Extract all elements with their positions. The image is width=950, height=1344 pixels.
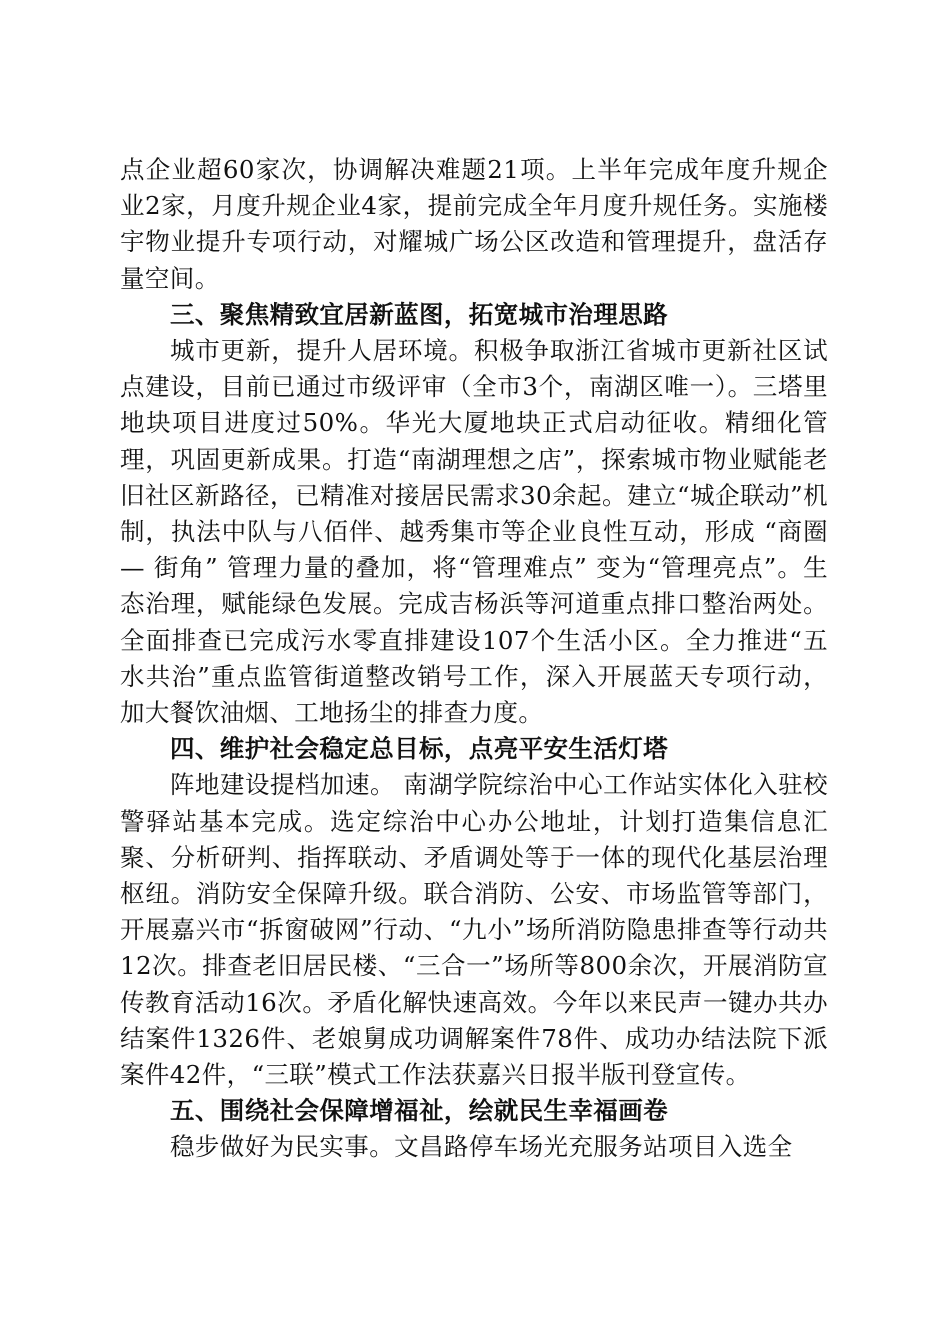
paragraph-urban-governance: 城市更新，提升人居环境。积极争取浙江省城市更新社区试点建设，目前已通过市级评审（全市3个，南湖区唯一）。三塔里地块项目进度过50%。华光大厦地块正式启动征收。精细化管理，巩固更新成果。打造“南湖理想之店”，探索城市物业赋能老旧社区新路径，已精准对接居民需求30余起。建立“城企联动”机制，执法中队与八佰伴、越秀集市等企业良性互动，形成 “商圈 — 街角” 管理力量的叠加，将“管理难点” 变为“管理亮点”。生态治理，赋能绿色发展。完成吉杨浜等河道重点排口整治两处。全面排查已完成污水零直排建设107个生活小区。全力推进“五水共治”重点监管街道整改销号工作，深入开展蓝天专项行动，加大餐饮油烟、工地扬尘的排查力度。 <box>120 336 828 728</box>
paragraph-social-stability: 阵地建设提档加速。 南湖学院综治中心工作站实体化入驻校警驿站基本完成。选定综治中心办公地址，计划打造集信息汇聚、分析研判、指挥联动、矛盾调处等于一体的现代化基层治理枢纽。消防安全保障升级。联合消防、公安、市场监管等部门，开展嘉兴市“拆窗破网”行动、“九小”场所消防隐患排查等行动共12次。排查老旧居民楼、“三合一”场所等800余次，开展消防宣传教育活动16次。矛盾化解快速高效。今年以来民声一键办共办结案件1326件、老娘舅成功调解案件78件、成功办结法院下派案件42件，“三联”模式工作法获嘉兴日报半版刊登宣传。 <box>120 770 828 1090</box>
paragraph-livelihood: 稳步做好为民实事。文昌路停车场光充服务站项目入选全 <box>170 1132 793 1162</box>
section-heading-3: 三、聚焦精致宜居新蓝图，拓宽城市治理思路 <box>170 299 668 329</box>
document-body <box>120 152 828 1166</box>
paragraph-enterprise-services: 点企业超60家次，协调解决难题21项。上半年完成年度升规企业2家，月度升规企业4家，提前完成全年月度升规任务。实施楼宇物业提升专项行动，对耀城广场公区改造和管理提升，盘活存量空间。 <box>120 155 828 293</box>
section-heading-4: 四、维护社会稳定总目标，点亮平安生活灯塔 <box>170 734 668 764</box>
section-heading-5: 五、围绕社会保障增福祉，绘就民生幸福画卷 <box>170 1096 668 1126</box>
